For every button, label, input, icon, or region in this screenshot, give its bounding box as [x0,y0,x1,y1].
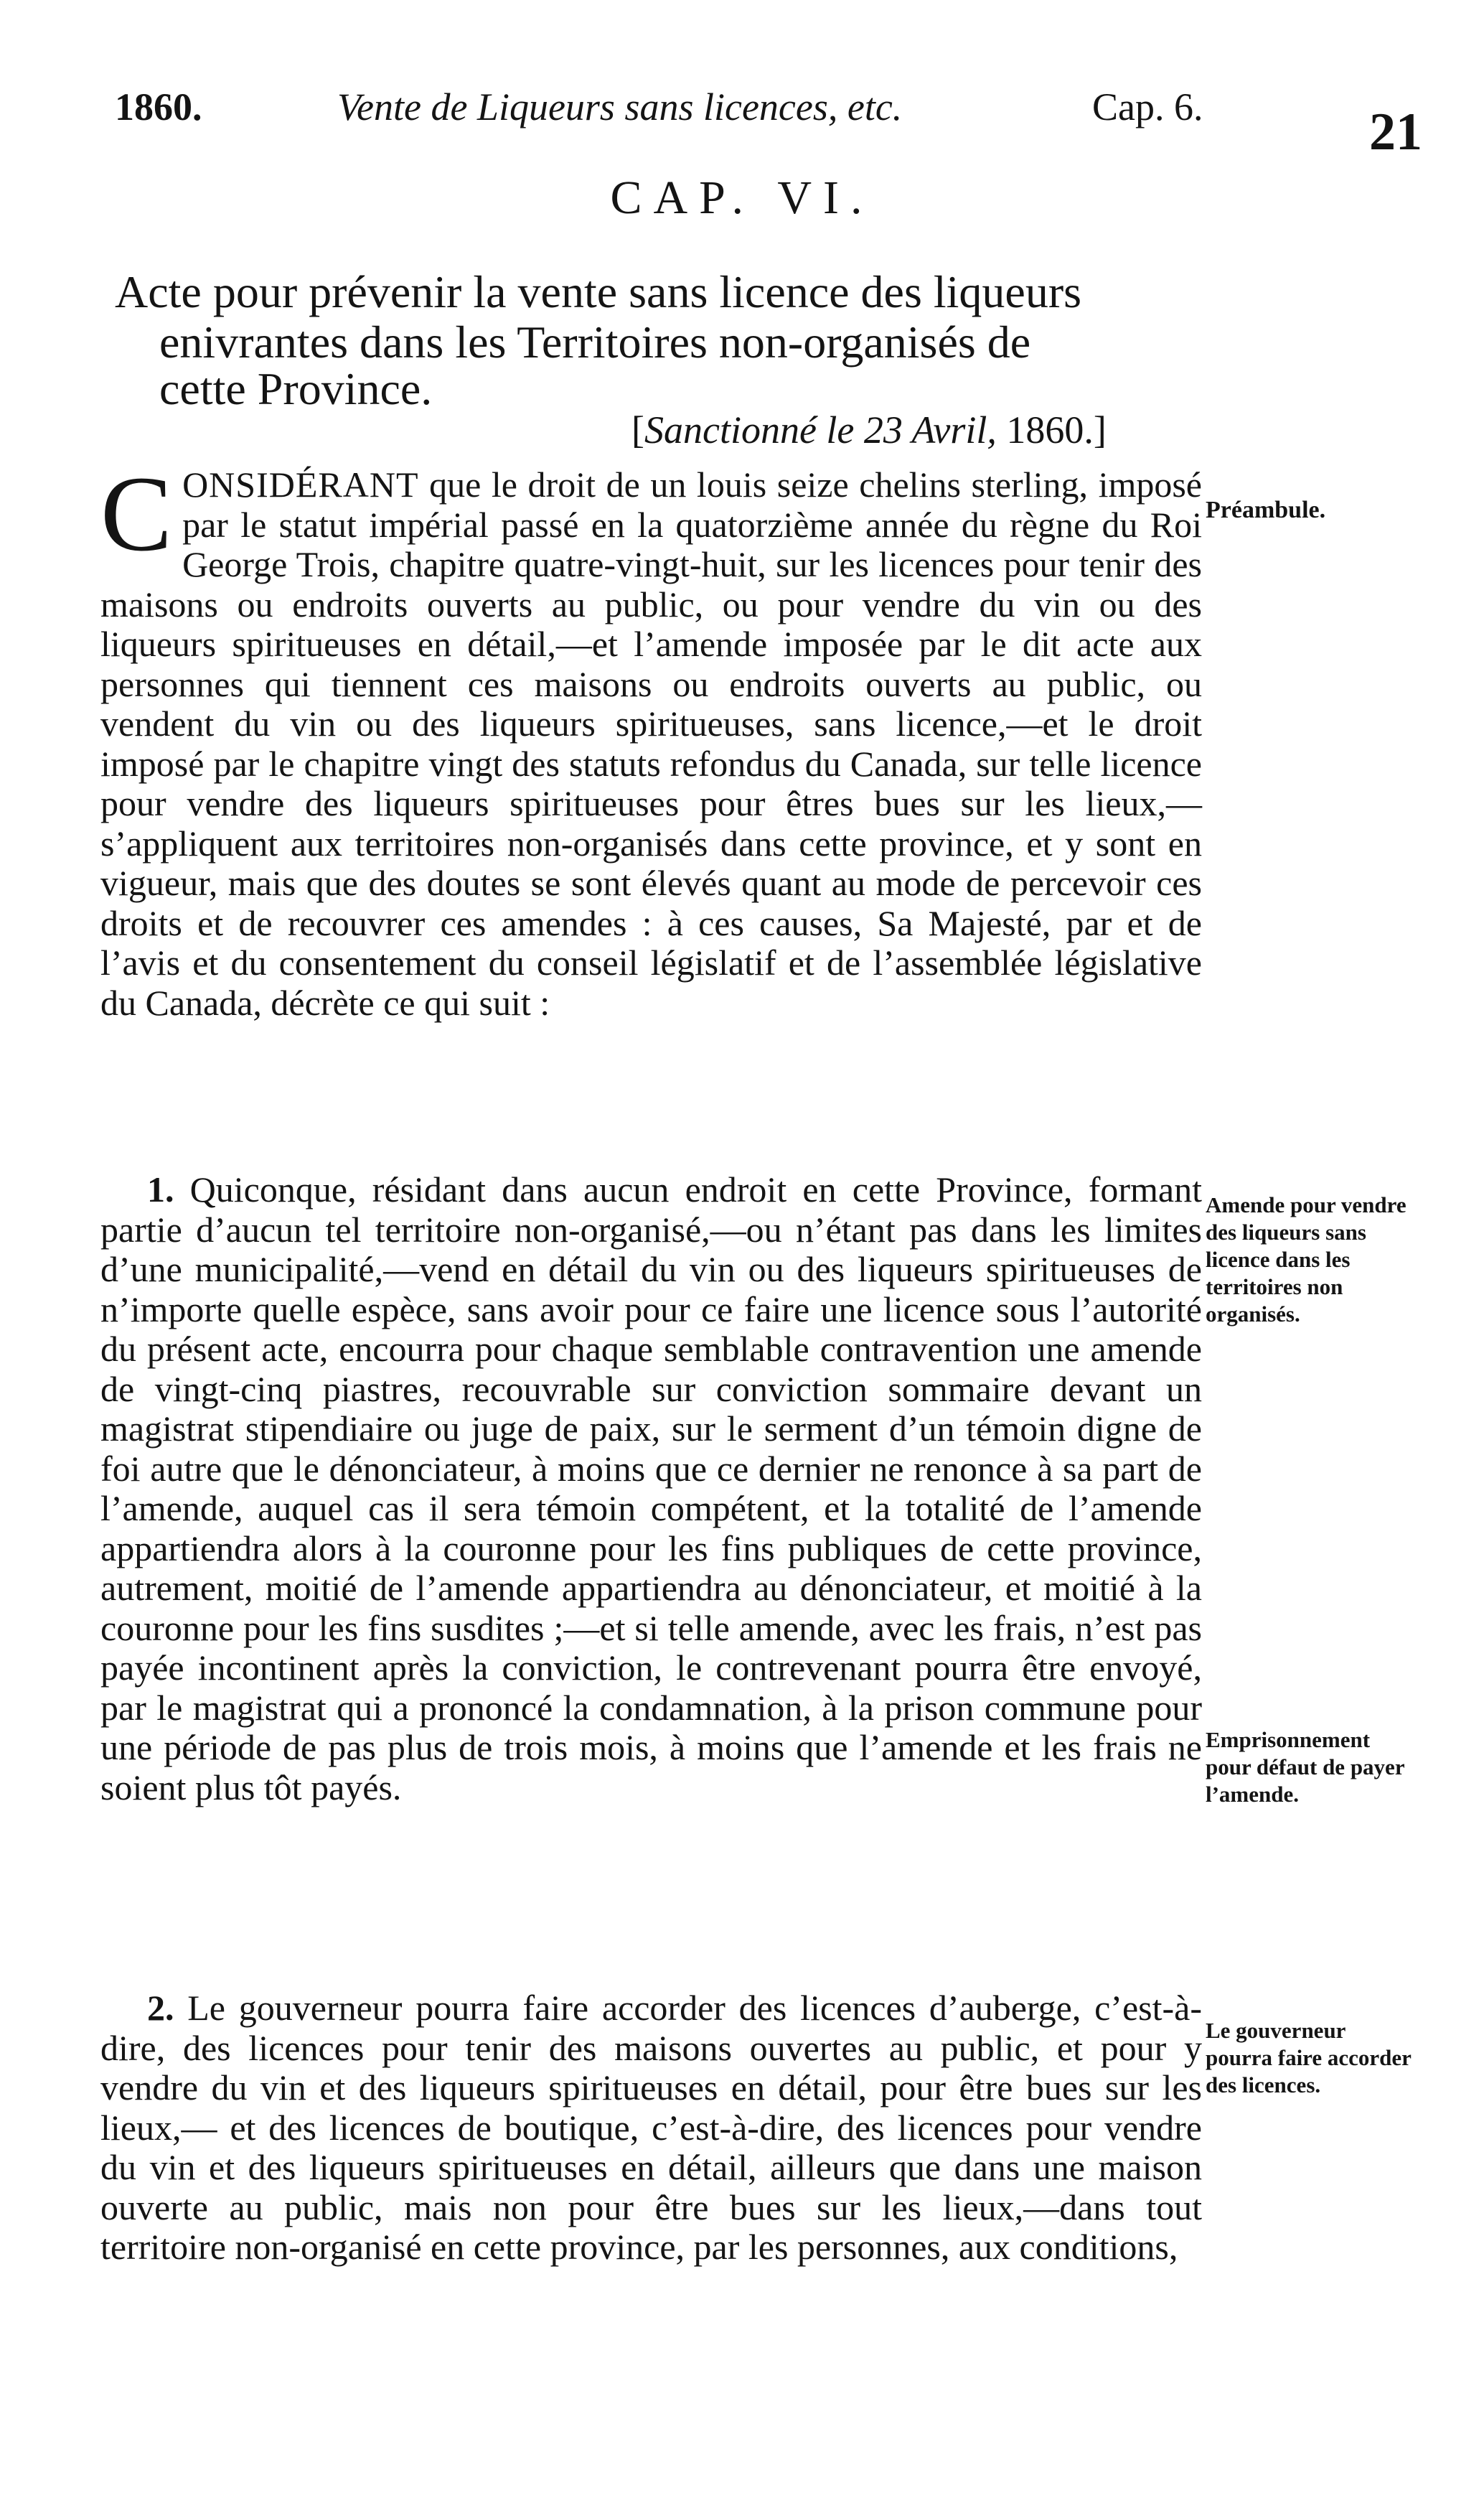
preamble-text: que le droit de un louis seize chelins sterling, imposé par le statut impérial passé en la quatorzième année du règne du Roi George Trois, chapitre quatre-vingt-huit, sur les licences pour tenir des maisons ou endroits ouverts au public, ou pour vendre du vin ou des liqueurs spiritueuses en détail,—et l’amende imposée par le dit acte aux personnes qui tiennent ces maisons ou endroits ouverts au public, ou vendent du vin ou des liqueurs spiritueuses, sans licence,—et le droit imposé par le chapitre vingt des statuts refondus du Canada, sur telle licence pour vendre des liqueurs spiritueuses pour êtres bues sur les lieux,—s’appliquent aux territoires non-organisés dans cette province, et y sont en vigueur, mais que des doutes se sont élevés quant au mode de percevoir ces droits et de recouvrer ces amendes : à ces causes, Sa Majesté, par et de l’avis et du consentement du conseil législatif et de l’assemblée législative du Canada, décrète ce qui suit : [100,464,1202,1023]
sanction-open: [ [631,408,644,452]
header-running-title: Vente de Liqueurs sans licences, etc. [337,85,903,128]
page-number: 21 [1369,103,1422,162]
section-number: 2. [147,1988,174,2028]
sanction-italic: Sanctionné le 23 Avril, [644,408,997,452]
header-chapter-ref: Cap. 6. [1092,85,1203,128]
section-1 [100,1170,1202,1807]
section-text: Quiconque, résidant dans aucun endroit en cette Province, formant partie d’aucun tel territoire non-organisé,—ou n’étant pas dans les limites d’une municipalité,—vend en détail du vin ou des liqueurs spiritueuses de n’importe quelle espèce, sans avoir pour ce faire une licence sous l’autorité du présent acte, encourra pour chaque semblable contravention une amende de vingt-cinq piastres, recouvrable sur conviction sommaire devant un magistrat stipendiaire ou juge de paix, sur le serment d’un témoin digne de foi autre que le dénonciateur, à moins que ce dernier ne renonce à sa part de l’amende, auquel cas il sera témoin compétent, et la totalité de l’amende appartiendra alors à la couronne pour les fins publiques de cette province, autrement, moitié de l’amende appartiendra au dénonciateur, et moitié à la couronne pour les fins susdites ;—et si telle amende, avec les frais, n’est pas payée incontinent après la conviction, le contrevenant pourra être envoyé, par le magistrat qui a prononcé la condamnation, à la prison commune pour une période de pas plus de trois mois, à moins que l’amende et les frais ne soient plus tôt payés. [100,1169,1202,1807]
section-2 [100,1988,1202,2268]
margin-note-licences: Le gouverneur pourra faire accorder des licences. [1206,2018,1412,2097]
section-number: 1. [147,1169,174,1210]
margin-note-fine: Amende pour vendre des liqueurs sans licence dans les territoires non organisés. [1206,1192,1406,1327]
sanction-year: 1860.] [996,408,1107,452]
drop-cap: C [100,454,173,574]
chapter-title: CAP. VI. [610,172,874,224]
margin-note-preamble: Préambule. [1206,497,1326,523]
preamble-paragraph [100,454,1202,1023]
section-text: Le gouverneur pourra faire accorder des licences d’auberge, c’est-à-dire, des licences pour tenir des maisons ouvertes au public, et pour y vendre du vin et des liqueurs spiritueuses en détail, pour être bues sur les lieux,— et des licences de boutique, c’est-à-dire, des licences pour vendre du vin et des liqueurs spiritueuses en détail, ailleurs que dans une maison ouverte au public, mais non pour être bues sur les lieux,—dans tout territoire non-organisé en cette province, par les personnes, aux conditions, [100,1988,1202,2267]
sanction-date [631,408,1107,452]
act-title-line-3: cette Province. [159,363,433,414]
act-title-line-2: enivrantes dans les Territoires non-organisés de [159,317,1031,368]
header-year: 1860. [115,85,202,128]
margin-note-imprisonment: Emprisonnement pour défaut de payer l’amende. [1206,1727,1405,1807]
act-title-line-1: Acte pour prévenir la vente sans licence des liqueurs [115,266,1082,317]
preamble-lead: ONSIDÉRANT [182,464,419,505]
